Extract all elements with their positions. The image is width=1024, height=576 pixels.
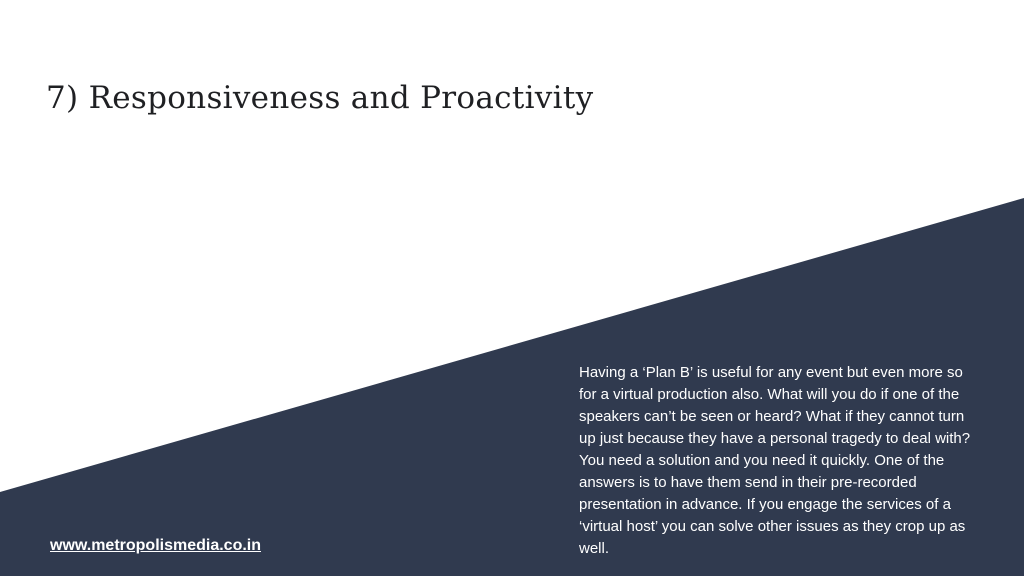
website-link[interactable]: www.metropolismedia.co.in	[50, 537, 261, 554]
slide-title: 7) Responsiveness and Proactivity	[46, 80, 594, 116]
body-paragraph: Having a ‘Plan B’ is useful for any event but even more so for a virtual production also. What will you do if one of the speakers can’t be seen or heard? What if they cannot turn up just because they have a personal tragedy to deal with? You need a solution and you need it quickly. One of the answers is to have them send in their pre-recorded presentation in advance. If you engage the services of a ‘virtual host’ you can solve other issues as they crop up as well.	[579, 364, 971, 557]
